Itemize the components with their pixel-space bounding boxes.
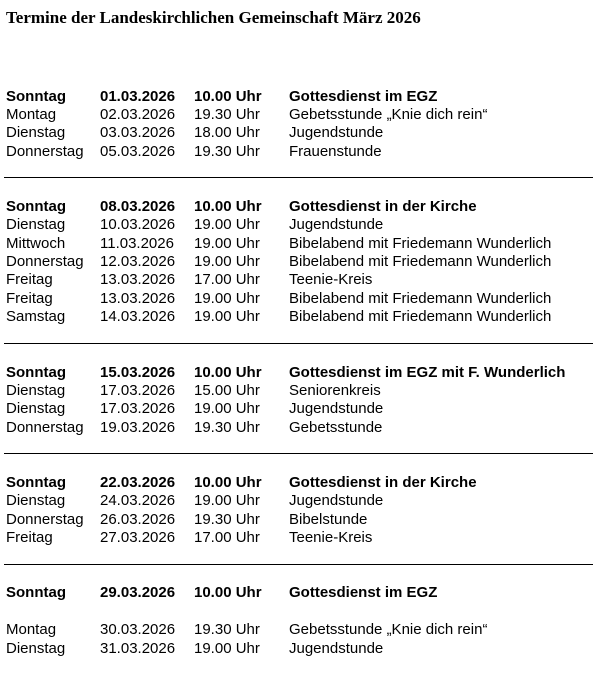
row-day: Donnerstag <box>6 143 84 160</box>
row-event: Jugendstunde <box>289 640 384 657</box>
row-time: 19.30 Uhr <box>194 511 260 528</box>
row-time: 19.30 Uhr <box>194 621 260 638</box>
row-time: 15.00 Uhr <box>194 382 260 399</box>
row-time: 19.00 Uhr <box>194 216 260 233</box>
row-event: Teenie-Kreis <box>289 271 373 288</box>
row-event: Gebetsstunde „Knie dich rein“ <box>289 106 488 123</box>
schedule-row <box>0 640 601 658</box>
row-date: 27.03.2026 <box>100 529 176 546</box>
row-time: 10.00 Uhr <box>194 364 262 381</box>
row-day: Sonntag <box>6 474 66 491</box>
row-day: Freitag <box>6 529 53 546</box>
row-time: 19.00 Uhr <box>194 253 260 270</box>
row-day: Donnerstag <box>6 419 84 436</box>
row-event: Bibelabend mit Friedemann Wunderlich <box>289 290 552 307</box>
row-event: Bibelabend mit Friedemann Wunderlich <box>289 253 552 270</box>
row-event: Jugendstunde <box>289 124 384 141</box>
row-day: Freitag <box>6 290 53 307</box>
row-date: 22.03.2026 <box>100 474 176 491</box>
schedule-row <box>0 529 601 547</box>
row-time: 10.00 Uhr <box>194 584 262 601</box>
row-time: 19.00 Uhr <box>194 400 260 417</box>
schedule-row <box>0 492 601 510</box>
row-date: 31.03.2026 <box>100 640 176 657</box>
row-time: 19.00 Uhr <box>194 492 260 509</box>
row-event: Gottesdienst im EGZ <box>289 88 438 105</box>
row-time: 17.00 Uhr <box>194 529 260 546</box>
schedule-row <box>0 124 601 142</box>
row-event: Frauenstunde <box>289 143 382 160</box>
sunday-service-row <box>0 198 601 216</box>
row-day: Dienstag <box>6 400 66 417</box>
row-time: 10.00 Uhr <box>194 88 262 105</box>
row-day: Sonntag <box>6 88 66 105</box>
row-time: 19.30 Uhr <box>194 143 260 160</box>
week-divider <box>4 177 593 178</box>
row-date: 29.03.2026 <box>100 584 176 601</box>
sunday-service-row <box>0 364 601 382</box>
row-time: 17.00 Uhr <box>194 271 260 288</box>
row-event: Bibelabend mit Friedemann Wunderlich <box>289 235 552 252</box>
row-date: 05.03.2026 <box>100 143 176 160</box>
row-date: 10.03.2026 <box>100 216 176 233</box>
row-day: Donnerstag <box>6 253 84 270</box>
row-day: Montag <box>6 106 57 123</box>
row-event: Bibelstunde <box>289 511 368 528</box>
row-date: 17.03.2026 <box>100 382 176 399</box>
row-event: Jugendstunde <box>289 400 384 417</box>
row-date: 19.03.2026 <box>100 419 176 436</box>
row-date: 14.03.2026 <box>100 308 176 325</box>
row-event: Jugendstunde <box>289 216 384 233</box>
row-date: 03.03.2026 <box>100 124 176 141</box>
schedule-row <box>0 216 601 234</box>
row-event: Jugendstunde <box>289 492 384 509</box>
row-event: Teenie-Kreis <box>289 529 373 546</box>
schedule-row <box>0 106 601 124</box>
row-event: Gottesdienst im EGZ <box>289 584 438 601</box>
row-date: 15.03.2026 <box>100 364 176 381</box>
row-date: 17.03.2026 <box>100 400 176 417</box>
row-day: Mittwoch <box>6 235 66 252</box>
row-time: 19.00 Uhr <box>194 640 260 657</box>
row-day: Donnerstag <box>6 511 84 528</box>
row-date: 01.03.2026 <box>100 88 176 105</box>
schedule-row <box>0 308 601 326</box>
schedule-row <box>0 253 601 271</box>
row-date: 08.03.2026 <box>100 198 176 215</box>
row-date: 13.03.2026 <box>100 271 176 288</box>
row-event: Gottesdienst in der Kirche <box>289 474 477 491</box>
row-time: 10.00 Uhr <box>194 198 262 215</box>
schedule-row <box>0 143 601 161</box>
row-date: 26.03.2026 <box>100 511 176 528</box>
row-date: 24.03.2026 <box>100 492 176 509</box>
row-time: 19.00 Uhr <box>194 235 260 252</box>
row-event: Gottesdienst in der Kirche <box>289 198 477 215</box>
row-event: Bibelabend mit Friedemann Wunderlich <box>289 308 552 325</box>
schedule-row <box>0 235 601 253</box>
row-event: Seniorenkreis <box>289 382 381 399</box>
row-event: Gebetsstunde „Knie dich rein“ <box>289 621 488 638</box>
schedule-row <box>0 271 601 289</box>
row-date: 12.03.2026 <box>100 253 176 270</box>
row-day: Montag <box>6 621 57 638</box>
week-divider <box>4 453 593 454</box>
week-divider <box>4 343 593 344</box>
schedule-row <box>0 511 601 529</box>
row-event: Gebetsstunde <box>289 419 383 436</box>
row-time: 19.00 Uhr <box>194 290 260 307</box>
row-day: Sonntag <box>6 364 66 381</box>
schedule-row <box>0 419 601 437</box>
row-day: Dienstag <box>6 640 66 657</box>
page-title: Termine der Landeskirchlichen Gemeinschaft März 2026 <box>6 8 421 27</box>
row-date: 13.03.2026 <box>100 290 176 307</box>
sunday-service-row <box>0 584 601 602</box>
row-time: 18.00 Uhr <box>194 124 260 141</box>
row-date: 11.03.2026 <box>100 235 174 252</box>
schedule-row <box>0 382 601 400</box>
row-day: Freitag <box>6 271 53 288</box>
row-date: 30.03.2026 <box>100 621 176 638</box>
row-time: 19.30 Uhr <box>194 106 260 123</box>
row-date: 02.03.2026 <box>100 106 176 123</box>
row-time: 10.00 Uhr <box>194 474 262 491</box>
row-day: Samstag <box>6 308 66 325</box>
row-day: Dienstag <box>6 382 66 399</box>
row-time: 19.30 Uhr <box>194 419 260 436</box>
row-day: Dienstag <box>6 216 66 233</box>
row-day: Sonntag <box>6 198 66 215</box>
row-time: 19.00 Uhr <box>194 308 260 325</box>
row-event: Gottesdienst im EGZ mit F. Wunderlich <box>289 364 566 381</box>
row-day: Sonntag <box>6 584 66 601</box>
week-divider <box>4 564 593 565</box>
schedule-row <box>0 290 601 308</box>
sunday-service-row <box>0 88 601 106</box>
schedule-row <box>0 400 601 418</box>
sunday-service-row <box>0 474 601 492</box>
row-day: Dienstag <box>6 492 66 509</box>
row-day: Dienstag <box>6 124 66 141</box>
schedule-row <box>0 621 601 639</box>
